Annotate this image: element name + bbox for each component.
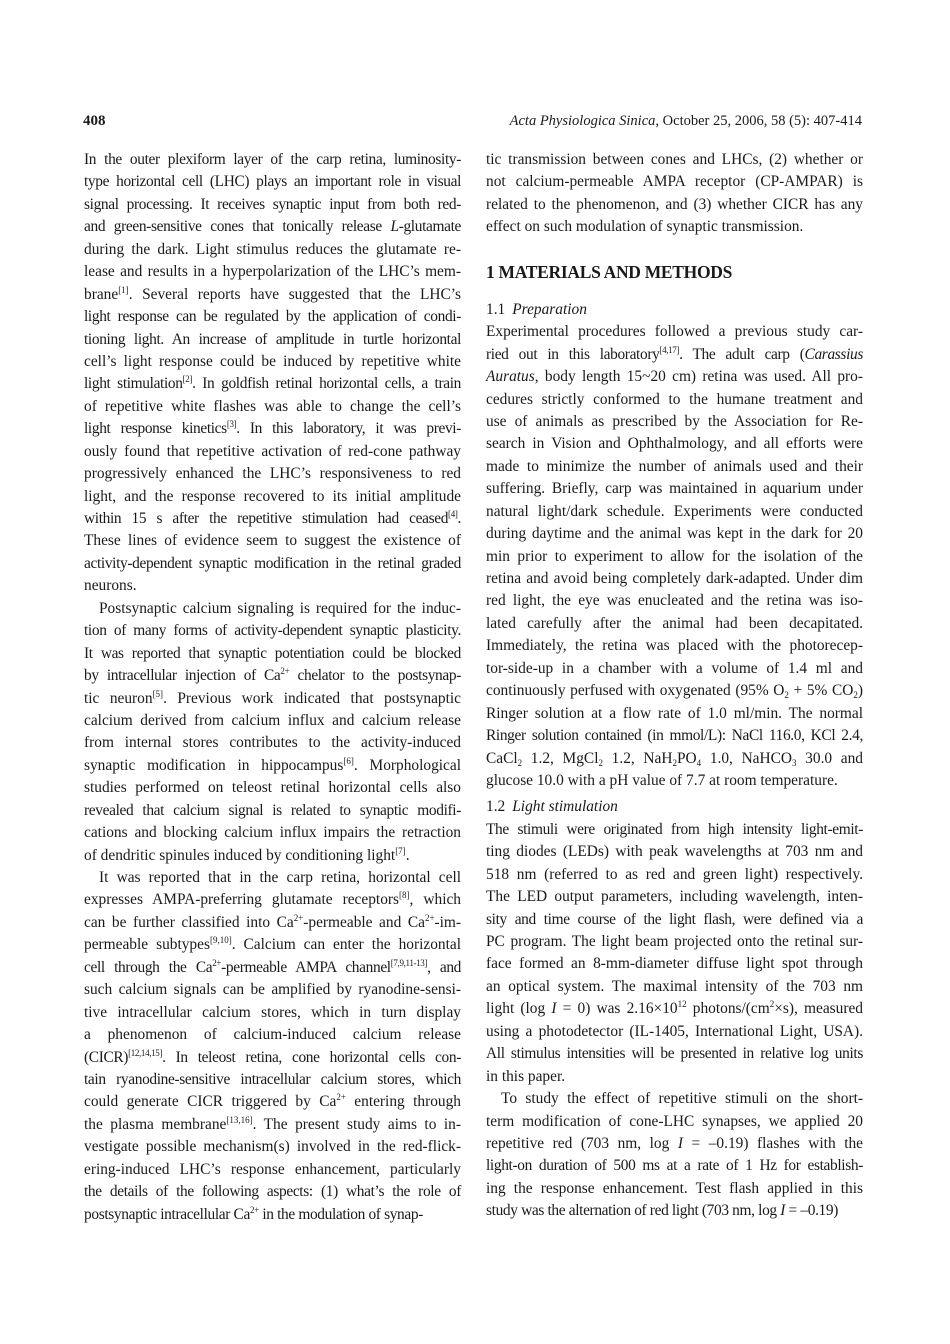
text-line (486, 931, 863, 953)
text-line (84, 1114, 461, 1136)
text-run: The LED output parameters, including wavelength, inten- (486, 888, 863, 906)
text-line (84, 508, 461, 530)
text-line (84, 777, 461, 799)
text-run: synaptic modification in hippocampus (84, 756, 344, 774)
text-run: suffering. Briefly, carp was maintained in aquarium under (486, 480, 863, 498)
text-run: progressively enhanced the LHC’s responsiveness to red (84, 465, 461, 483)
text-run: sity and time course of the light flash, were defined via a (486, 910, 863, 928)
superscript: [12,14,15] (128, 1047, 163, 1058)
text-run: tic neuron (84, 689, 153, 707)
text-run: + 5% CO (788, 682, 854, 700)
text-line (486, 546, 863, 568)
text-line (84, 306, 461, 328)
text-run: tain ryanodine-sensitive intracellular calcium stores, which (84, 1070, 461, 1088)
text-line (84, 643, 461, 665)
text-run: studies performed on teleost retinal horizontal cells also (84, 779, 461, 797)
subsection-title: Preparation (512, 300, 587, 318)
text-run: light response can be regulated by the application of condi- (84, 308, 461, 326)
text-line (486, 433, 863, 455)
text-run: lated carefully after the animal had been decapitated. (486, 614, 863, 632)
superscript: [6] (343, 755, 354, 766)
text-run: chelator to the postsynap- (289, 667, 461, 685)
text-line (84, 598, 461, 620)
text-line (486, 1021, 863, 1043)
text-run: postsynaptic intracellular Ca (84, 1205, 250, 1223)
text-run: permeable subtypes (84, 936, 210, 954)
text-line (486, 976, 863, 998)
text-run: 30.0 and (796, 749, 863, 767)
page-number: 408 (83, 113, 106, 129)
text-line (486, 864, 863, 886)
subscript: 2 (517, 757, 523, 768)
italic-text: Auratus (486, 368, 535, 386)
text-run: entering through (345, 1093, 462, 1111)
text-run: , which (409, 891, 462, 909)
text-line (84, 351, 461, 373)
text-run: such calcium signals can be amplified by ryanodine-sensi- (84, 981, 461, 999)
text-run: cell through the Ca (84, 958, 213, 976)
text-line (84, 979, 461, 1001)
text-run: ing the response enhancement. Test flash applied in this (486, 1179, 863, 1197)
text-run: -im- (434, 913, 462, 931)
text-line (84, 755, 461, 777)
text-run: within 15 s after the repetitive stimulation had ceased (84, 510, 449, 527)
italic-text: I (780, 1202, 786, 1220)
text-run: natural light/dark schedule. Experiments were conducted (486, 502, 863, 520)
text-run: the details of the following aspects: (1) what’s the role of (84, 1183, 461, 1201)
text-run: cedures strictly conformed to the humane treatment and (486, 390, 863, 408)
text-run: PC program. The light beam projected onto the retinal sur- (486, 933, 863, 950)
text-run: the plasma membrane (84, 1115, 227, 1133)
text-line (486, 635, 863, 657)
text-line (84, 912, 461, 934)
text-run: = –0.19) flashes with the (682, 1134, 863, 1152)
subscript: 2 (784, 690, 789, 701)
text-line (84, 239, 461, 261)
text-run: . In teleost retina, cone horizontal cells con- (162, 1048, 461, 1066)
text-line (84, 1002, 461, 1024)
text-line (84, 665, 461, 687)
superscript: [9,10] (209, 935, 232, 946)
text-line (84, 934, 461, 956)
text-line (84, 1069, 461, 1091)
italic-text: Carassius (804, 345, 863, 363)
text-run: related to the phenomenon, and (3) whether CICR has any (486, 195, 863, 213)
text-line (486, 1155, 863, 1177)
text-run: -permeable AMPA channel (221, 958, 391, 976)
text-run: tioning light. An increase of amplitude in turtle horizontal (84, 330, 461, 348)
text-run: ting diodes (LEDs) with peak wavelengths at 703 nm and (486, 843, 863, 861)
text-line (486, 1178, 863, 1200)
text-line (84, 171, 461, 193)
text-line (84, 441, 461, 463)
text-run: PO (676, 749, 697, 767)
text-run: glucose 10.0 with a pH value of 7.7 at room temperature. (486, 771, 838, 789)
superscript: [1] (118, 284, 129, 295)
journal-name: Acta Physiologica Sinica (509, 113, 656, 129)
text-run: and green-sensitive cones that tonically release (84, 218, 391, 236)
superscript: [4,17] (659, 344, 680, 355)
text-run: . In this laboratory, it was previ- (236, 420, 461, 438)
text-line (486, 909, 863, 931)
text-line (84, 732, 461, 754)
text-run: during the dark. Light stimulus reduces the glutamate re- (84, 240, 461, 258)
text-line (84, 149, 461, 171)
text-line (84, 1091, 461, 1113)
superscript: [8] (399, 890, 410, 901)
methods-paragraph (486, 321, 863, 792)
text-run: photons/(cm (686, 1000, 770, 1018)
text-run: retina and avoid being completely dark-adapted. Under dim (486, 570, 863, 587)
text-run: CaCl (486, 749, 518, 767)
text-run: -permeable and Ca (303, 913, 425, 931)
text-line (84, 553, 461, 575)
text-run: neurons. (84, 577, 137, 595)
superscript: 12 (677, 999, 687, 1010)
text-line (486, 725, 863, 747)
text-run: . Previous work indicated that postsynaptic (163, 689, 462, 707)
text-run: ously found that repetitive activation of red-cone pathway (84, 442, 461, 460)
text-line (84, 957, 461, 979)
superscript: [2] (182, 374, 193, 385)
subscript: 2 (853, 690, 858, 701)
text-line (486, 658, 863, 680)
text-run: term modification of cone-LHC synapses, we applied 20 (486, 1112, 863, 1130)
text-run: Postsynaptic calcium signaling is required for the induc- (99, 599, 461, 617)
subsection-number: 1.2 (486, 798, 506, 816)
text-run: ering-induced LHC’s response enhancement, particularly (84, 1160, 461, 1178)
text-line (486, 703, 863, 725)
text-run: tor-side-up in a chamber with a volume of 1.4 ml and (486, 659, 863, 677)
text-run: of repetitive white flashes was able to change the cell’s (84, 397, 461, 415)
text-line (486, 748, 863, 770)
text-run: face formed an 8-mm-diameter diffuse light spot through (486, 955, 863, 973)
text-run: expresses AMPA-preferring glutamate receptors (84, 891, 400, 909)
text-run: It was reported that in the carp retina, horizontal cell (99, 869, 461, 886)
text-run: It was reported that synaptic potentiation could be blocked (84, 644, 461, 662)
subsection-number: 1.1 (486, 300, 506, 318)
subsection-heading (486, 299, 863, 321)
text-run: lease and results in a hyperpolarization of the LHC’s mem- (84, 263, 461, 281)
text-line (486, 216, 863, 238)
text-run: = 0) was 2.16×10 (556, 1000, 678, 1018)
text-run: . (457, 510, 461, 527)
text-run: tion of many forms of activity-dependent synaptic plasticity. (84, 622, 461, 640)
text-line (486, 841, 863, 863)
superscript: [4] (448, 509, 458, 519)
text-line (84, 1159, 461, 1181)
text-run: tic transmission between cones and LHCs, (2) whether or (486, 151, 863, 168)
text-line (84, 284, 461, 306)
text-run: . The adult carp ( (679, 345, 805, 363)
text-run: ried out in this laboratory (486, 345, 660, 363)
text-run: red light, the eye was enucleated and the retina was iso- (486, 592, 863, 610)
text-run: . Calcium can enter the horizontal (231, 936, 461, 954)
text-run: Ringer solution contained (in mmol/L): NaCl 116.0, KCl 2.4, (486, 727, 863, 745)
text-run: light stimulation (84, 375, 183, 393)
text-run: made to minimize the number of animals used and their (486, 457, 863, 475)
text-line (486, 1111, 863, 1133)
text-line (84, 889, 461, 911)
text-line (84, 216, 461, 238)
text-line (486, 1133, 863, 1155)
text-run: light-on duration of 500 ms at a rate of 1 Hz for establish- (486, 1157, 863, 1175)
text-line (486, 953, 863, 975)
text-line (84, 867, 461, 889)
right-column (486, 149, 863, 1223)
italic-text: L (390, 218, 399, 236)
text-line (486, 886, 863, 908)
subscript: 4 (696, 757, 702, 768)
text-line (486, 1200, 863, 1222)
text-run: Experimental procedures followed a previous study car- (486, 323, 863, 341)
text-run: These lines of evidence seem to suggest the existence of (84, 532, 461, 550)
text-run: in the modulation of synap- (258, 1205, 423, 1223)
text-line (486, 998, 863, 1020)
text-line (84, 463, 461, 485)
text-line (84, 530, 461, 552)
text-run: ×s), measured (774, 1000, 863, 1018)
text-run: To study the effect of repetitive stimuli on the short- (501, 1090, 863, 1108)
left-column (84, 149, 461, 1226)
text-line (84, 486, 461, 508)
text-run: min prior to experiment to allow for the isolation of the (486, 547, 863, 565)
superscript: [7,9,11-13] (390, 957, 428, 968)
text-run: a phenomenon of calcium-induced calcium release (84, 1026, 461, 1044)
text-run: (CICR) (84, 1048, 129, 1066)
text-line (486, 389, 863, 411)
text-line (486, 568, 863, 590)
italic-text: I (677, 1134, 683, 1152)
text-line (486, 501, 863, 523)
text-line (84, 1181, 461, 1203)
intro-paragraph (84, 598, 461, 867)
text-line (84, 1024, 461, 1046)
text-line (84, 1204, 461, 1226)
text-run: , body length 15~20 cm) retina was used. All pro- (534, 368, 863, 386)
text-run: activity-dependent synaptic modification in the retinal graded (84, 554, 461, 572)
text-run: vestigate possible mechanism(s) involved in the red-flick- (84, 1138, 461, 1156)
running-head (510, 113, 862, 130)
text-line (84, 1047, 461, 1069)
text-line (486, 456, 863, 478)
text-line (486, 770, 863, 792)
text-line (486, 321, 863, 343)
superscript: 2+ (293, 912, 304, 923)
text-line (84, 800, 461, 822)
text-line (84, 373, 461, 395)
text-run: during daytime and the animal was kept in the dark for 20 (486, 525, 863, 543)
subscript: 3 (792, 757, 797, 768)
text-run: All stimulus intensities will be presented in relative log units (486, 1045, 863, 1063)
text-line (84, 710, 461, 732)
text-run: continuously perfused with oxygenated (95% O (486, 682, 785, 700)
text-run: in this paper. (486, 1067, 566, 1085)
text-line (486, 1088, 863, 1110)
subsection-heading (486, 796, 863, 818)
text-line (84, 620, 461, 642)
text-run: 518 nm (referred to as red and green light) respectively. (486, 865, 863, 883)
text-line (84, 329, 461, 351)
intro-continuation (486, 149, 863, 239)
text-run: an optical system. The maximal intensity of the 703 nm (486, 977, 863, 995)
text-run: 1.0, NaHCO (701, 749, 793, 767)
text-line (486, 819, 863, 841)
text-line (84, 1136, 461, 1158)
text-run: from internal stores contributes to the activity-induced (84, 734, 461, 752)
text-line (486, 613, 863, 635)
text-run: effect on such modulation of synaptic transmission. (486, 218, 804, 236)
text-run: 1.2, MgCl (522, 749, 599, 767)
text-run: In the outer plexiform layer of the carp retina, luminosity- (84, 151, 461, 168)
text-line (486, 680, 863, 702)
text-line (84, 418, 461, 440)
superscript: 2+ (424, 912, 435, 923)
text-run: by intracellular injection of Ca (84, 667, 281, 685)
text-run: light response kinetics (84, 420, 227, 438)
text-run: The stimuli were originated from high intensity light-emit- (486, 820, 863, 838)
text-line (84, 194, 461, 216)
journal-citation: , October 25, 2006, 58 (5): 407-414 (655, 113, 862, 129)
superscript: [13,16] (226, 1114, 253, 1125)
text-line (486, 1043, 863, 1065)
text-line (486, 411, 863, 433)
text-line (84, 575, 461, 597)
methods-paragraph (486, 1088, 863, 1223)
text-run: study was the alternation of red light (703 nm, log (486, 1202, 781, 1220)
text-line (84, 261, 461, 283)
text-run: . Morphological (353, 756, 461, 774)
superscript: 2+ (249, 1204, 259, 1215)
text-run: light (log (486, 1000, 552, 1018)
text-line (84, 845, 461, 867)
text-run: light, and the response recovered to its initial amplitude (84, 487, 461, 505)
text-run: . Several reports have suggested that the LHC’s (128, 285, 461, 303)
text-line (486, 149, 863, 171)
text-line (84, 822, 461, 844)
methods-paragraph (486, 819, 863, 1088)
text-line (486, 478, 863, 500)
superscript: 2+ (336, 1092, 346, 1103)
superscript: [7] (395, 845, 406, 856)
subscript: 2 (672, 757, 677, 768)
text-run: Immediately, the retina was placed with the photorecep- (486, 637, 863, 655)
superscript: 2 (769, 999, 775, 1010)
section-heading: 1 MATERIALS AND METHODS (486, 261, 733, 282)
text-run: 1.2, NaH (602, 749, 673, 767)
text-run: revealed that calcium signal is related to synaptic modifi- (84, 801, 461, 819)
text-line (486, 523, 863, 545)
text-run: search in Vision and Ophthalmology, and all efforts were (486, 435, 863, 453)
text-run: calcium derived from calcium influx and calcium release (84, 711, 461, 729)
text-line (486, 171, 863, 193)
text-run: tive intracellular calcium stores, which in turn display (84, 1003, 461, 1021)
intro-paragraph (84, 149, 461, 598)
text-run: repetitive red (703 nm, log (486, 1134, 678, 1152)
superscript: [5] (152, 688, 164, 699)
text-run: signal processing. It receives synaptic input from both red- (84, 195, 461, 213)
superscript: 2+ (212, 957, 222, 968)
text-run: can be further classified into Ca (84, 913, 294, 931)
superscript: 2+ (280, 666, 290, 677)
text-line (486, 344, 863, 366)
text-run: not calcium-permeable AMPA receptor (CP-AMPAR) is (486, 173, 863, 191)
superscript: [3] (226, 419, 237, 430)
text-run: . The present study aims to in- (252, 1115, 461, 1133)
text-run: . (405, 846, 410, 864)
subsection-title: Light stimulation (512, 798, 618, 816)
text-line (486, 194, 863, 216)
text-run: , and (427, 958, 462, 976)
intro-paragraph (84, 867, 461, 1226)
text-run: . In goldfish retinal horizontal cells, a train (192, 375, 462, 393)
italic-text: I (551, 1000, 557, 1018)
text-run: cell’s light response could be induced by repetitive white (84, 352, 461, 370)
text-line (486, 366, 863, 388)
text-line (486, 590, 863, 612)
text-run: use of animals as prescribed by the Association for Re- (486, 412, 863, 430)
text-run: Ringer solution at a flow rate of 1.0 ml/min. The normal (486, 704, 863, 722)
text-run: cations and blocking calcium influx impairs the retraction (84, 824, 461, 842)
text-run: -glutamate (398, 218, 461, 236)
text-run: ) (857, 682, 864, 700)
text-line (486, 1066, 863, 1088)
text-run: type horizontal cell (LHC) plays an important role in visual (84, 173, 461, 191)
text-run: = –0.19) (785, 1202, 839, 1220)
text-run: of dendritic spinules induced by conditioning light (84, 846, 396, 864)
subscript: 2 (598, 757, 603, 768)
text-line (84, 688, 461, 710)
text-run: brane (84, 285, 119, 303)
text-line (84, 396, 461, 418)
text-run: could generate CICR triggered by Ca (84, 1093, 337, 1111)
text-run: using a photodetector (IL-1405, International Light, USA). (486, 1022, 863, 1040)
